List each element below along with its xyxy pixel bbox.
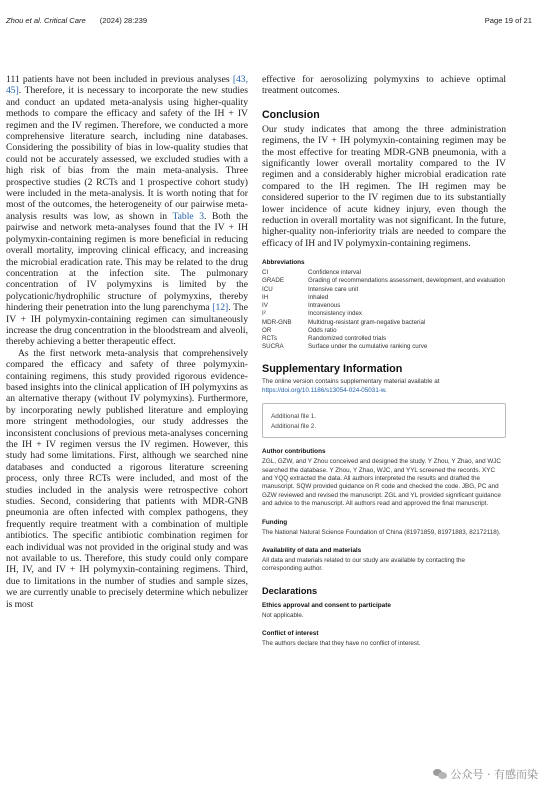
abbreviation-definition: Intensive care unit (308, 285, 359, 293)
conclusion-heading: Conclusion (262, 108, 320, 121)
page-header (6, 16, 532, 28)
additional-file-2-link[interactable]: Additional file 2. (271, 423, 317, 431)
abbreviation-term: CI (262, 269, 269, 277)
availability-text: All data and materials related to our study are available by contacting the corresponding author. (262, 556, 466, 573)
supplementary-heading: Supplementary Information (262, 363, 403, 376)
running-head (6, 16, 147, 25)
additional-files-box (262, 403, 506, 438)
doi-link[interactable]: https://doi.org/10.1186/s13054-024-05031-w (262, 386, 386, 394)
abbreviation-term: OR (262, 326, 272, 334)
right-column (262, 74, 506, 649)
abbreviation-definition: Odds ratio (308, 326, 337, 334)
abbreviation-row (262, 277, 506, 285)
ethics-text: Not applicable. (262, 611, 304, 619)
abbreviation-row (262, 269, 506, 277)
left-column (6, 74, 248, 610)
abbreviations-list (262, 269, 506, 351)
conflict-text: The authors declare that they have no conflict of interest. (262, 640, 421, 648)
funding-heading: Funding (262, 518, 288, 526)
journal-citation: Zhou et al. Critical Care (6, 16, 86, 25)
table-3-link[interactable]: Table 3 (172, 210, 205, 222)
text-run: . The IV + IH polymyxin-containing regimen can simultaneously increase the drug concentration in the bloodstream and alveoli, thereby achieving a better therapeutic effect. (6, 302, 248, 348)
watermark (433, 766, 539, 782)
author-contributions-text: ZGL, GZW, and Y Zhou conceived and designed the study. Y Zhou, Y Zhao, and WJC searched the database. Y Zhou, Y Zhao, WJC, and YYL screened the records. XYC and YQQ extracted the data. All authors interpreted the results and drafted the manuscript. SQW provided guidance on R code and checked the code. JBG, PC and GZW reviewed and revised the manuscript. ZGL and YL provided significant guidance and advice to the manuscript. All authors read and approved the final manuscript. (262, 458, 501, 508)
abbreviation-row (262, 302, 506, 310)
citation-year: (2024) 28:239 (99, 16, 148, 25)
abbreviation-term: IV (262, 302, 268, 310)
page-number: Page 19 of 21 (484, 16, 532, 25)
author-contributions-heading: Author contributions (262, 448, 326, 456)
abbreviation-definition: Inhaled (308, 293, 329, 301)
citation-link-43-45[interactable]: [43, 45] (6, 74, 248, 97)
text-run: 111 patients have not been included in previous analyses (6, 74, 233, 85)
abbreviation-row (262, 343, 506, 351)
discussion-continuation: effective for aerosolizing polymyxins to achieve optimal treatment outcomes. (262, 74, 506, 97)
abbreviation-row (262, 294, 506, 302)
abbreviation-term: IH (262, 293, 269, 301)
abbreviation-term: MDR-GNB (262, 318, 292, 326)
additional-file-1-link[interactable]: Additional file 1. (271, 413, 317, 421)
discussion-paragraph-1 (6, 74, 248, 348)
conclusion-section (262, 109, 506, 249)
abbreviation-row (262, 319, 506, 327)
text-run: . Therefore, it is necessary to incorporate the new studies and conduct an updated meta-analysis using higher-quality methods to compare the efficacy and safety of the IH + IV regimen and the IV regimen. Therefore, we conducted a more comprehensive literature search, including nine databases. Considering the possibility of bias in low-quality studies that could not be accurately assessed, we excluded studies with a high risk of bias from the main meta-analysis. Three prospective studies (2 RCTs and 1 prospective cohort study) were included in the meta-analysis. It is worth noting that for most of the outcomes, the heterogeneity of our pairwise meta-analysis results was low, as shown in (6, 85, 248, 222)
conclusion-text: Our study indicates that among the three administration regimens, the IV + IH polymyxin-containing regimen may be the most effective for treating MDR-GNB pneumonia, with a significantly lower overall mortality compared to the IV regimen and a considerably higher microbial eradication rate compared to the IH regimen. The IH regimen may be considered superior to the IV regimen due to its substantially lower incidence of acute kidney injury, even though the reduction in overall mortality was not significant. In the future, higher-quality non-inferiority trials are needed to compare the efficacy of IH and IV polymyxin-containing regimens. (262, 123, 506, 249)
ethics-heading: Ethics approval and consent to participate (262, 601, 391, 609)
supplementary-section (262, 363, 506, 438)
abbreviations-heading: Abbreviations (262, 259, 305, 267)
watermark-text: 公众号 · 有感而染 (450, 768, 538, 781)
abbreviation-term: SUCRA (262, 343, 284, 351)
availability-heading: Availability of data and materials (262, 546, 362, 554)
abbreviation-row (262, 286, 506, 294)
abbreviation-definition: Confidence interval (308, 269, 361, 277)
abbreviation-definition: Multidrug-resistant gram-negative bacterial (308, 318, 426, 326)
funding-text: The National Natural Science Foundation of China (81971859, 81971883, 82172118). (262, 528, 501, 536)
supplementary-text (262, 378, 506, 395)
text-run: . (385, 386, 387, 394)
wechat-icon (433, 768, 447, 780)
text-run: The online version contains supplementary material available at (262, 378, 440, 386)
abbreviation-definition: Intravenous (308, 302, 341, 310)
abbreviation-definition: Randomized controlled trials (308, 334, 387, 342)
abbreviation-row (262, 335, 506, 343)
abbreviation-term: RCTs (262, 334, 278, 342)
text-run: . Both the pairwise and network meta-analyses found that the IV + IH polymyxin-containing regimen is more beneficial in reducing overall mortality, improving clinical efficacy, and increasing the microbial eradication rate. This may be related to the drug concentration at the infection site. The pulmonary concentration of IV polymyxins is limited by the polycationic/hydrophilic structure of polymyxins, thereby hindering their penetration into the lung parenchyma (6, 210, 248, 314)
abbreviation-term: ICU (262, 285, 273, 293)
abbreviation-term: GRADE (262, 277, 285, 285)
abbreviation-row (262, 310, 506, 318)
abbreviation-definition: Surface under the cumulative ranking curve (308, 343, 428, 351)
citation-link-12[interactable]: [12] (212, 302, 229, 314)
conflict-heading: Conflict of interest (262, 630, 319, 638)
abbreviation-term: I² (262, 310, 266, 318)
discussion-paragraph-2: As the first network meta-analysis that comprehensively compared the efficacy and safety of three polymyxin-containing regimens, this study provided rigorous evidence-based insights into the clinical application of IH polymyxins as an alternative therapy (without IV polymyxins). Furthermore, by incorporating newly published literature and employing more stringent methodologies, our study addresses the inconsistent conclusions of previous meta-analyses concerning the IH + IV regimen versus the IV regimen. However, this study had some limitations. First, although we searched nine databases and conducted a rigorous literature screening process, only three RCTs were included, and most of the studies included in the analysis were retrospective cohort studies. Second, considering that patients with MDR-GNB pneumonia are often infected with complex pathogens, they frequently require treatment with a combination of multiple antibiotics. The specific antibiotic combination regimen for each individual was not provided in the original study and was not available to us. Therefore, this study could only compare IH, IV, and IV + IH polymyxin-containing regimens. Third, due to limitations in the number of studies and sample sizes, we are currently unable to precisely determine which nebulizer is most (6, 347, 248, 610)
abbreviation-definition: Grading of recommendations assessment, development, and evaluation (308, 277, 506, 285)
abbreviation-row (262, 327, 506, 335)
declarations-heading: Declarations (262, 585, 318, 596)
abbreviation-definition: Inconsistency index (308, 310, 362, 318)
